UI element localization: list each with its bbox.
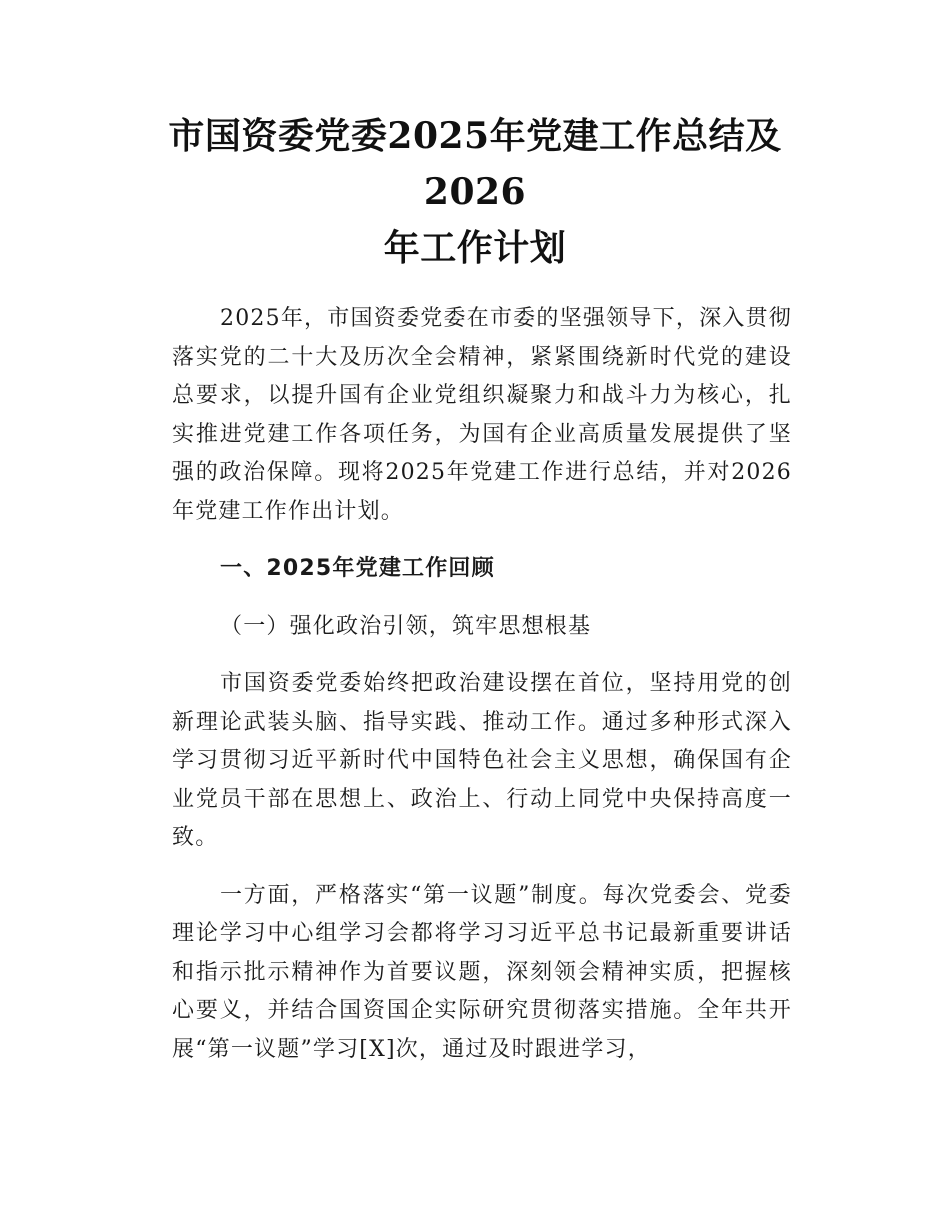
section-heading: 一、2025年党建工作回顾 bbox=[220, 556, 495, 581]
title-line-2: 年工作计划 bbox=[383, 227, 567, 269]
body-paragraph: 市国资委党委始终把政治建设摆在首位，坚持用党的创新理论武装头脑、指导实践、推动工作。通过多种形式深入学习贯彻习近平新时代中国特色社会主义思想，确保国有企业党员干部在思想上、政治上、行动上同党中央保持高度一致。 bbox=[172, 671, 792, 850]
document-title bbox=[120, 108, 830, 276]
body-paragraph: 一方面，严格落实“第一议题”制度。每次党委会、党委理论学习中心组学习会都将学习习近平总书记最新重要讲话和指示批示精神作为首要议题，深刻领会精神实质，把握核心要义，并结合国资国企实际研究贯彻落实措施。全年共开展“第一议题”学习[X]次，通过及时跟进学习， bbox=[172, 882, 792, 1062]
document-body bbox=[172, 300, 792, 1088]
intro-paragraph: 2025年，市国资委党委在市委的坚强领导下，深入贯彻落实党的二十大及历次全会精神，紧紧围绕新时代党的建设总要求，以提升国有企业党组织凝聚力和战斗力为核心，扎实推进党建工作各项任务，为国有企业高质量发展提供了坚强的政治保障。现将2025年党建工作进行总结，并对2026年党建工作作出计划。 bbox=[172, 306, 792, 524]
title-line-1: 市国资委党委2025年党建工作总结及2026 bbox=[168, 115, 782, 213]
subsection-heading: （一）强化政治引领，筑牢思想根基 bbox=[220, 613, 592, 639]
